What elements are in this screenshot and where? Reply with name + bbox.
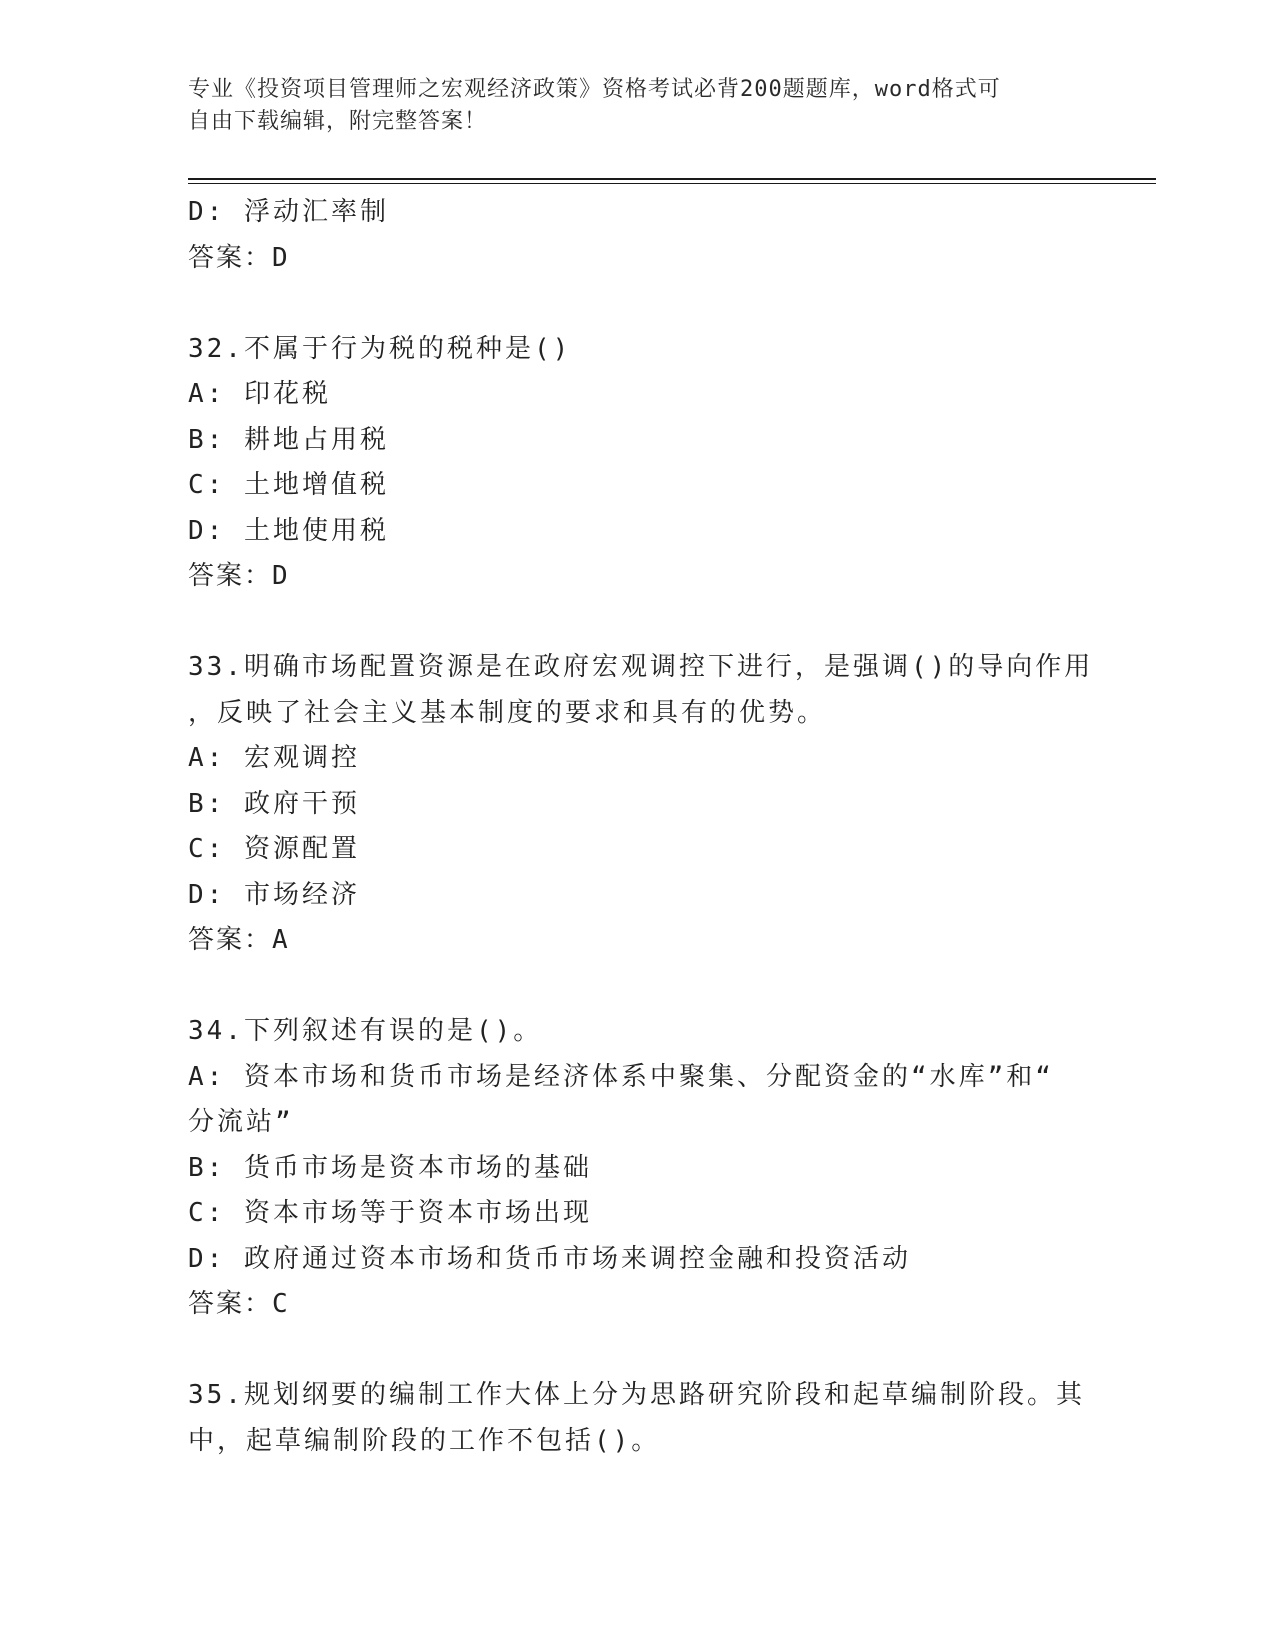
option-d: D: 市场经济 [188, 879, 360, 910]
option-d: D: 土地使用税 [188, 515, 389, 546]
question-stem: 32.不属于行为税的税种是() [188, 333, 572, 364]
header-rule-thick [188, 178, 1156, 180]
option-a: A: 宏观调控 [188, 743, 360, 773]
question-stem-line-2: ，反映了社会主义基本制度的要求和具有的优势。 [188, 697, 827, 728]
option-c: C: 资本市场等于资本市场出现 [188, 1198, 592, 1228]
question-35 [188, 1373, 1088, 1464]
answer-value: D [272, 242, 290, 273]
answer-label: 答案： [188, 242, 273, 273]
header-line-1: 专业《投资项目管理师之宏观经济政策》资格考试必背200题题库，word格式可 [188, 77, 1001, 102]
question-stem-line-2: 中，起草编制阶段的工作不包括()。 [188, 1425, 661, 1456]
option-b: B: 货币市场是资本市场的基础 [188, 1152, 592, 1183]
question-stem-line-1: 35.规划纲要的编制工作大体上分为思路研究阶段和起草编制阶段。其 [188, 1380, 1085, 1410]
prev-answer [188, 236, 1088, 282]
option-c: C: 土地增值税 [188, 470, 389, 500]
option-b: B: 政府干预 [188, 788, 360, 819]
header-rule-thin [188, 183, 1156, 184]
answer-value: D [272, 561, 290, 591]
answer-label: 答案： [188, 1289, 273, 1319]
option-c: C: 资源配置 [188, 834, 360, 864]
question-32 [188, 327, 1088, 600]
answer-label: 答案： [188, 925, 273, 955]
answer [188, 554, 1088, 600]
header-line-2: 自由下载编辑，附完整答案！ [188, 109, 488, 134]
option-a: A: 印花税 [188, 379, 331, 409]
question-stem-line-1: 33.明确市场配置资源是在政府宏观调控下进行，是强调()的导向作用 [188, 652, 1094, 682]
option-b: B: 耕地占用税 [188, 424, 389, 455]
question-stem: 34.下列叙述有误的是()。 [188, 1016, 543, 1046]
question-33 [188, 645, 1094, 964]
option-a-line-2: 分流站” [188, 1107, 294, 1137]
prev-option-d: D: 浮动汇率制 [188, 197, 389, 227]
option-a-line-1: A: 资本市场和货币市场是经济体系中聚集、分配资金的“水库”和“ [188, 1061, 1054, 1092]
answer-value: A [272, 925, 290, 955]
answer-value: C [272, 1289, 290, 1319]
question-list [188, 190, 1094, 1464]
answer-label: 答案： [188, 561, 273, 591]
document-header [188, 74, 1088, 138]
question-34 [188, 1009, 1088, 1328]
option-d: D: 政府通过资本市场和货币市场来调控金融和投资活动 [188, 1243, 911, 1274]
answer [188, 918, 1088, 964]
answer [188, 1282, 1088, 1328]
